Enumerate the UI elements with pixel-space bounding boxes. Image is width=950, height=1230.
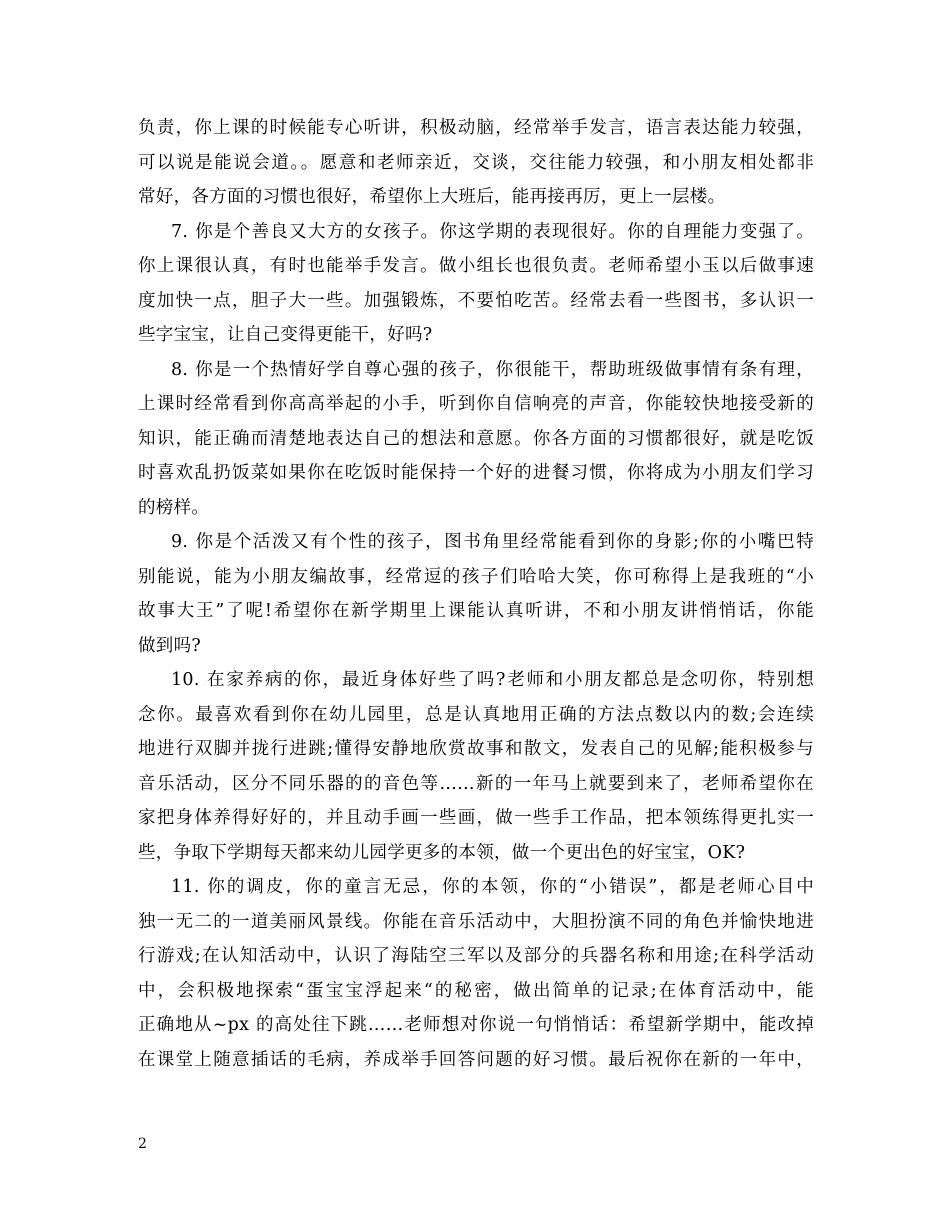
paragraph-first-line: 9. 你是个活泼又有个性的孩子，图书角里经常能看到你的身影;你的小嘴巴特 [171,532,814,552]
text-line: 时喜欢乱扔饭菜如果你在吃饭时能保持一个好的进餐习惯，你将成为小朋友们学习 [138,463,814,483]
paragraph-first-line: 10. 在家养病的你，最近身体好些了吗?老师和小朋友都总是念叨你，特别想 [171,670,814,690]
paragraph-first-line: 11. 你的调皮，你的童言无忌，你的本领，你的“小错误”，都是老师心目中 [171,877,814,897]
text-line: 地进行双脚并拢行进跳;懂得安静地欣赏故事和散文，发表自己的见解;能积极参与 [138,739,814,759]
text-line: 中，会积极地探索“蛋宝宝浮起来“的秘密，做出简单的记录;在体育活动中，能 [138,980,814,1001]
paragraph-first-line: 7. 你是个善良又大方的女孩子。你这学期的表现很好。你的自理能力变强了。 [171,221,814,242]
text-line: 音乐活动，区分不同乐器的的音色等……新的一年马上就要到来了，老师希望你在 [138,773,814,794]
document-body [138,111,814,1077]
text-line: 常好，各方面的习惯也很好，希望你上大班后，能再接再厉，更上一层楼。 [138,187,726,207]
paragraph-first-line: 8. 你是一个热情好学自尊心强的孩子，你很能干，帮助班级做事情有条有理， [171,359,814,380]
text-line: 负责，你上课的时候能专心听讲，积极动脑，经常举手发言，语言表达能力较强， [138,118,814,138]
text-line: 在课堂上随意插话的毛病，养成举手回答问题的好习惯。最后祝你在新的一年中， [138,1049,814,1070]
text-line: 些，争取下学期每天都来幼儿园学更多的本领，做一个更出色的好宝宝，OK? [138,842,746,863]
text-line: 故事大王”了呢!希望你在新学期里上课能认真听讲，不和小朋友讲悄悄话，你能 [138,601,814,621]
text-line: 家把身体养得好好的，并且动手画一些画，做一些手工作品，把本领练得更扎实一 [138,808,814,828]
text-line: 别能说，能为小朋友编故事，经常逗的孩子们哈哈大笑，你可称得上是我班的“小 [138,566,814,587]
text-line: 你上课很认真，有时也能举手发言。做小组长也很负责。老师希望小玉以后做事速 [138,256,814,276]
text-line: 的榜样。 [138,497,210,518]
text-line: 度加快一点，胆子大一些。加强锻炼，不要怕吃苦。经常去看一些图书，多认识一 [138,290,814,311]
text-line: 知识，能正确而清楚地表达自己的想法和意愿。你各方面的习惯都很好，就是吃饭 [138,428,814,449]
text-line: 上课时经常看到你高高举起的小手，听到你自信响亮的声音，你能较快地接受新的 [138,394,814,414]
text-line: 念你。最喜欢看到你在幼儿园里，总是认真地用正确的方法点数以内的数;会连续 [138,704,814,725]
text-line: 独一无二的一道美丽风景线。你能在音乐活动中，大胆扮演不同的角色并愉快地进 [138,911,814,932]
page-number: 2 [138,1136,147,1152]
text-line: 可以说是能说会道。。愿意和老师亲近，交谈，交往能力较强，和小朋友相处都非 [138,152,814,173]
text-line: 做到吗? [138,635,202,656]
text-line: 行游戏;在认知活动中，认识了海陆空三军以及部分的兵器名称和用途;在科学活动 [138,946,814,966]
text-line: 正确地从~px 的高处往下跳……老师想对你说一句悄悄话：希望新学期中，能改掉 [138,1015,814,1035]
text-line: 些字宝宝，让自己变得更能干，好吗? [138,325,433,345]
